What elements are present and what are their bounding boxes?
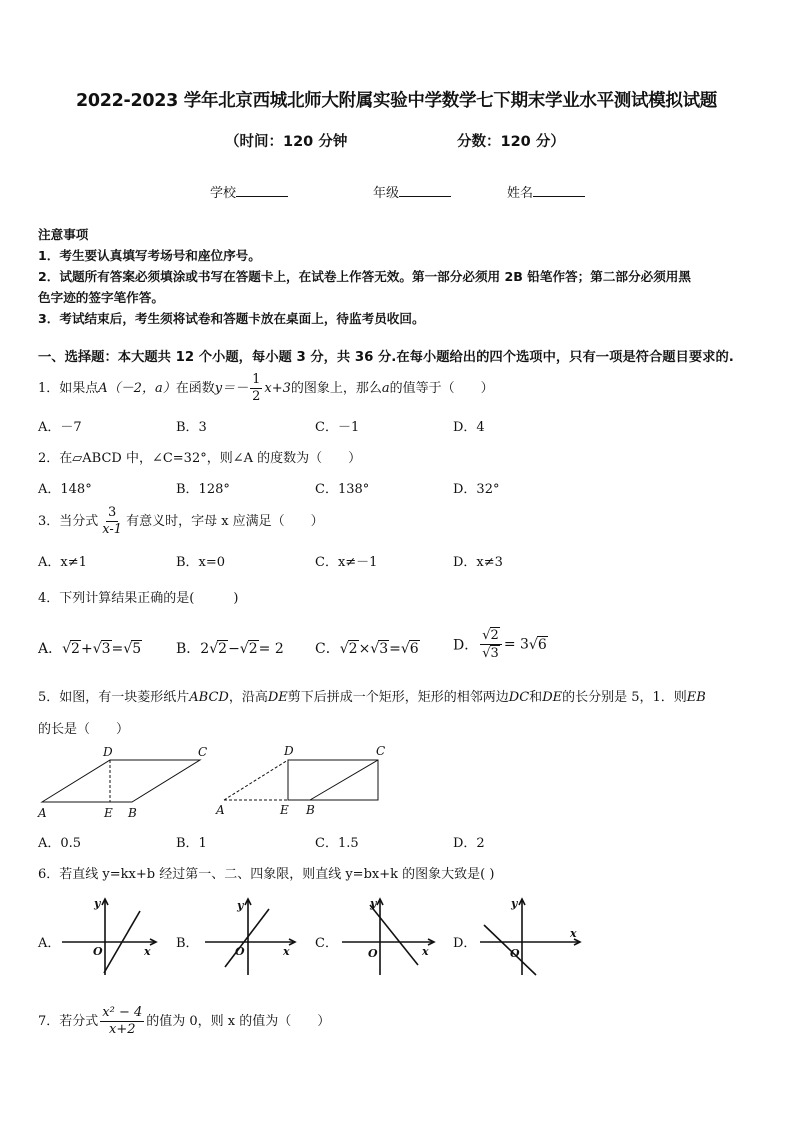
label-D: D [103,745,113,759]
grade-label: 年级 [373,186,400,201]
svg-text:O: O [510,947,520,960]
q3-option-c[interactable]: C．x≠－1 [315,555,378,570]
svg-text:O: O [93,945,103,958]
label-A: A [38,806,47,820]
q2-option-a[interactable]: A．148° [38,482,92,497]
label-C: C [198,745,208,759]
q2-option-c[interactable]: C．138° [315,482,370,497]
q6-option-b[interactable]: B． [176,936,199,951]
page-title: 2022-2023 学年北京西城北师大附属实验中学数学七下期末学业水平测试模拟试题 [76,91,717,111]
fraction: $\frac{\text{x² − 4}}{x+2}$ [102,1005,143,1037]
q6-option-a[interactable]: A． [38,936,61,951]
label-B: B [306,803,315,817]
q1-option-c[interactable]: C．－1 [315,420,360,435]
q1-option-b[interactable]: B．3 [176,420,207,435]
q3-option-b[interactable]: B．x=0 [176,555,226,570]
q6-graph-a [60,895,160,977]
svg-text:x: x [422,945,429,958]
notes-item: 1．考生要认真填写考场号和座位序号。 [38,248,261,263]
svg-text:x: x [570,927,577,940]
question-1: 1．如果点A（－2，a）在函数y＝－ $\frac{1}{2}$ x+3的图象上，那么a的值等于（ ） [38,372,494,404]
q5-option-a[interactable]: A．0.5 [38,836,82,851]
notes-heading: 注意事项 [38,227,89,242]
rhombus-figure [42,760,200,802]
name-field[interactable] [507,182,585,201]
q2-option-d[interactable]: D．32° [453,482,500,497]
svg-text:O: O [368,947,378,960]
q4-option-a[interactable]: A．√2+√3=√5 [38,641,142,657]
exam-time: （时间：120 分钟 [225,134,348,150]
q5-option-c[interactable]: C．1.5 [315,836,359,851]
question-4: 4．下列计算结果正确的是( ) [38,591,239,606]
section-heading: 一、选择题：本大题共 12 个小题，每小题 3 分，共 36 分.在每小题给出的四个选项中，只有一项是符合题目要求的. [38,350,734,365]
label-E: E [104,806,113,820]
question-3: 3．当分式 $\frac{3}{x-1}$ 有意义时，字母 x 应满足（ ） [38,505,324,537]
svg-text:O: O [235,945,245,958]
svg-text:y: y [237,899,244,912]
notes-item: 2．试题所有答案必须填涂或书写在答题卡上，在试卷上作答无效。第一部分必须用 2B 铅笔作答；第二部分必须用黑 [38,269,691,284]
school-label: 学校 [210,186,237,201]
q3-option-d[interactable]: D．x≠3 [453,555,503,570]
notes-item: 色字迹的签字笔作答。 [38,290,164,305]
q2-option-b[interactable]: B．128° [176,482,230,497]
label-A: A [216,803,225,817]
q1-option-a[interactable]: A．－7 [38,420,82,435]
name-label: 姓名 [507,186,534,201]
svg-text:y: y [511,897,518,910]
q6-option-c[interactable]: C． [315,936,338,951]
question-7: 7．若分式 $\frac{\text{x² − 4}}{x+2}$ 的值为 0，则 x 的值为（ ） [38,1005,331,1037]
svg-text:y: y [94,897,101,910]
grade-blank[interactable] [399,184,451,197]
notes-item: 3．考试结束后，考生须将试卷和答题卡放在桌面上，待监考员收回。 [38,311,425,326]
q6-option-d[interactable]: D． [453,936,477,951]
name-blank[interactable] [533,184,585,197]
q5-figure [30,742,400,822]
label-C: C [376,744,386,758]
q1-option-d[interactable]: D．4 [453,420,485,435]
q6-graph-b [203,895,303,977]
q5-option-b[interactable]: B．1 [176,836,207,851]
svg-text:x: x [144,945,151,958]
q6-graph-d [478,895,584,977]
school-blank[interactable] [236,184,288,197]
question-2: 2．在▱ABCD 中，∠C=32°，则∠A 的度数为（ ） [38,451,362,466]
q5-option-d[interactable]: D．2 [453,836,485,851]
rectangle-figure [224,760,378,800]
svg-text:y: y [370,897,377,910]
label-E: E [280,803,289,817]
notes-block [38,224,760,329]
school-field[interactable] [210,182,288,201]
svg-text:x: x [283,945,290,958]
q4-option-d[interactable]: D． $\frac{√2}{√3}$ = 3√6 [453,628,547,661]
label-D: D [284,744,294,758]
q3-option-a[interactable]: A．x≠1 [38,555,87,570]
question-6: 6．若直线 y=kx+b 经过第一、二、四象限，则直线 y=bx+k 的图象大致是( ) [38,867,495,882]
q4-option-c[interactable]: C．√2×√3=√6 [315,641,419,657]
q4-option-b[interactable]: B．2√2−√2= 2 [176,641,284,657]
fraction: $\frac{1}{2}$ [252,372,261,404]
grade-field[interactable] [373,182,451,201]
question-5: 5．如图，有一块菱形纸片ABCD，沿高DE剪下后拼成一个矩形，矩形的相邻两边DC和DE的长分别是 5，1．则EB [38,690,706,705]
q6-graph-c [340,895,440,977]
question-5-line2: 的长是（ ） [38,722,130,737]
label-B: B [128,806,137,820]
exam-score: 分数：120 分） [457,134,565,150]
fraction: $\frac{3}{x-1}$ [102,505,123,537]
